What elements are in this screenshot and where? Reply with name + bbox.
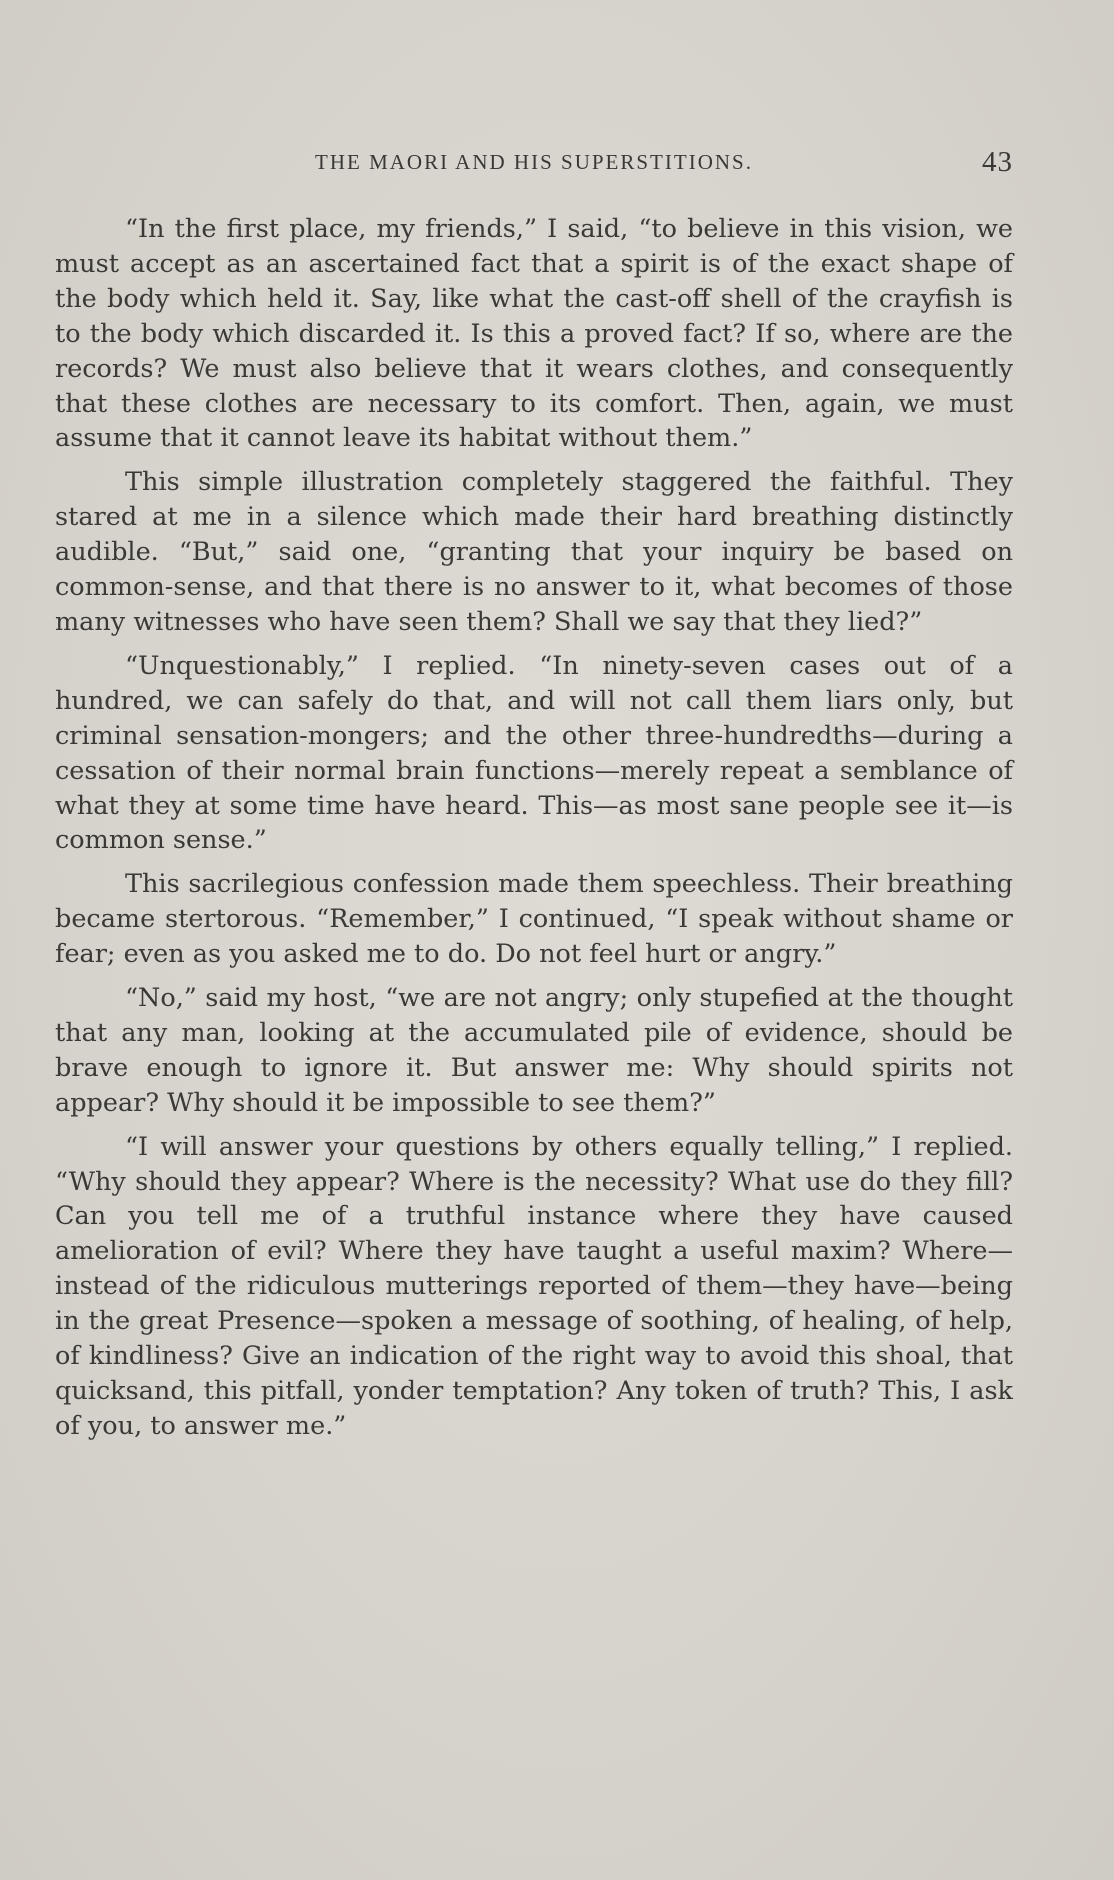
- paragraph: “No,” said my host, “we are not angry; only stupefied at the thought that any man, looking at the accumulated pile of evidence, should be brave enough to ignore it. But answer me: Why should spirits not appear? Why should it be impossible to see them?”: [55, 983, 1013, 1118]
- page-number: 43: [982, 146, 1013, 178]
- paragraph: “Unquestionably,” I replied. “In ninety-seven cases out of a hundred, we can safely do that, and will not call them liars only, but criminal sensation-mongers; and the other three-hundredths—during a cessation of their normal brain functions—merely repeat a semblance of what they at some time have heard. This—as most sane people see it—is common sense.”: [55, 650, 1013, 856]
- paragraph: “I will answer your questions by others equally telling,” I replied. “Why should they appear? Where is the necessity? What use do they fill? Can you tell me of a truthful instance where they have caused amelioration of evil? Where they have taught a useful maxim? Where—instead of the ridiculous mutterings reported of them—they have—being in the great Presence—spoken a message of soothing, of healing, of help, of kindliness? Give an indication of the right way to avoid this shoal, that quicksand, this pitfall, yonder temptation? Any token of truth? This, I ask of you, to answer me.”: [55, 1131, 1013, 1441]
- paragraph: This sacrilegious confession made them speechless. Their breathing became stertorous. “Remember,” I continued, “I speak without shame or fear; even as you asked me to do. Do not feel hurt or angry.”: [55, 869, 1013, 970]
- paragraph: This simple illustration completely staggered the faithful. They stared at me in a silence which made their hard breathing distinctly audible. “But,” said one, “granting that your inquiry be based on common-sense, and that there is no answer to it, what becomes of those many witnesses who have seen them? Shall we say that they lied?”: [55, 467, 1013, 637]
- body-text: [55, 212, 1013, 1453]
- page-header: [55, 146, 1013, 190]
- running-title: THE MAORI AND HIS SUPERSTITIONS.: [315, 150, 753, 174]
- paragraph: “In the first place, my friends,” I said, “to believe in this vision, we must accept as an ascertained fact that a spirit is of the exact shape of the body which held it. Say, like what the cast-off shell of the crayfish is to the body which discarded it. Is this a proved fact? If so, where are the records? We must also believe that it wears clothes, and consequently that these clothes are necessary to its comfort. Then, again, we must assume that it cannot leave its habitat without them.”: [55, 214, 1013, 454]
